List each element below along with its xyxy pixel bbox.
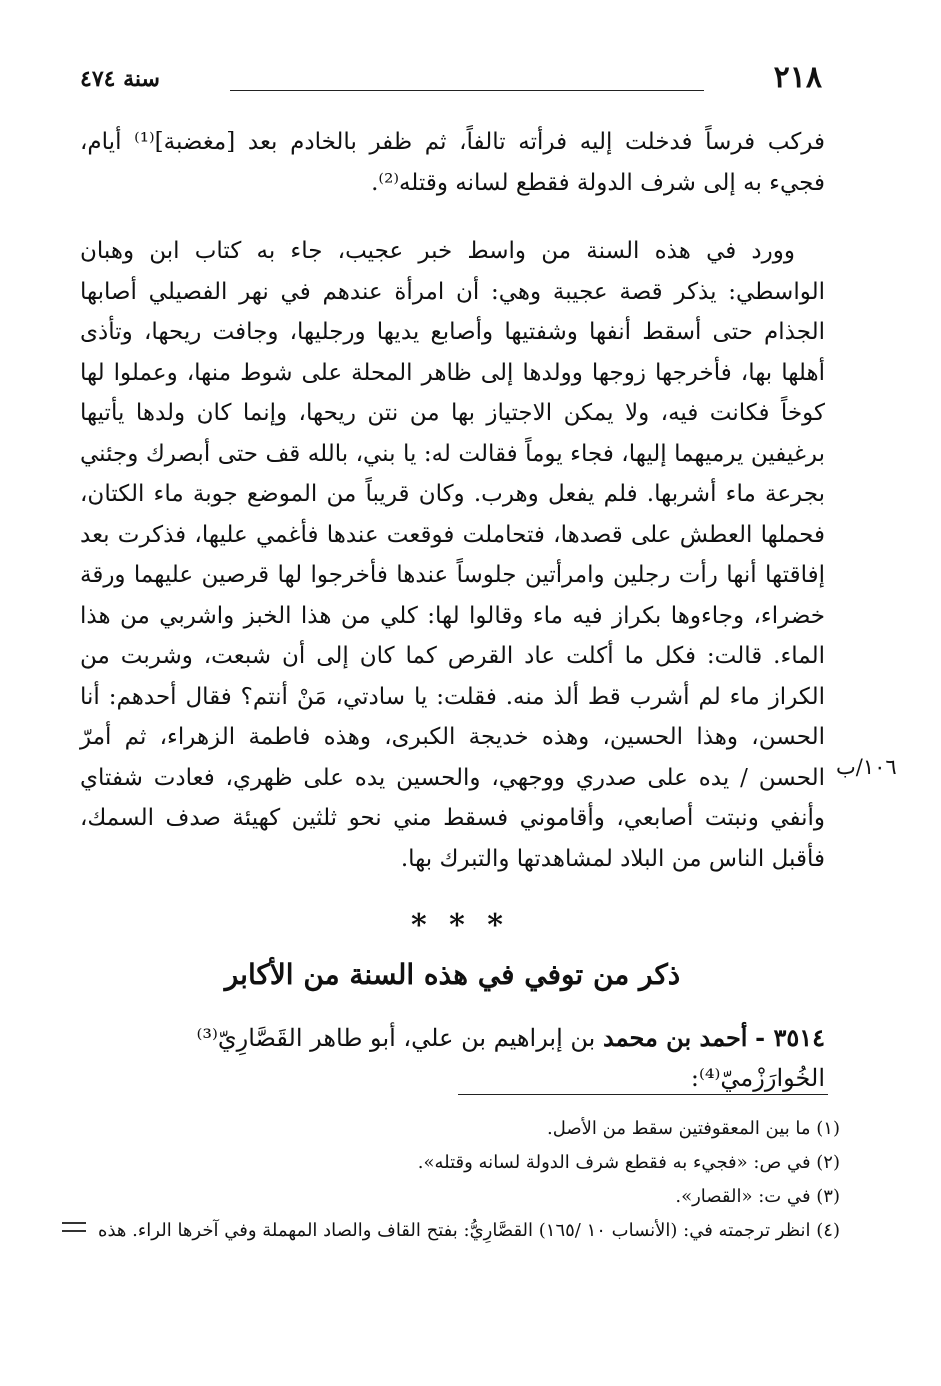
section-separator: * * * bbox=[411, 908, 509, 943]
footnote-rule bbox=[458, 1094, 828, 1095]
section-title: ذكر من توفي في هذه السنة من الأكابر bbox=[224, 958, 681, 991]
manuscript-margin-note: ١٠٦/ب bbox=[836, 755, 897, 779]
biography-entry bbox=[80, 1018, 825, 1098]
footnote-1: (١) ما بين المعقوفتين سقط من الأصل. bbox=[547, 1118, 840, 1139]
page-header bbox=[80, 60, 822, 100]
entry-number: ٣٥١٤ - bbox=[755, 1023, 825, 1052]
footnote-4: (٤) انظر ترجمته في: (الأنساب ١٠ /١٦٥) القصَّارِيُّ: بفتح القاف والصاد المهملة وفي آخرها الراء. هذه bbox=[98, 1220, 840, 1241]
entry-lineage: بن إبراهيم بن علي، أبو طاهر القَصَّارِيّ⁽³⁾ الخُوارَزْميّ⁽⁴⁾: bbox=[196, 1024, 825, 1092]
paragraph-1: فركب فرساً فدخلت إليه فرأته تالفاً، ثم ظفر بالخادم بعد [مغضبة]⁽¹⁾ أيام، فجيء به إلى شرف الدولة فقطع لسانه وقتله⁽²⁾. bbox=[80, 129, 825, 196]
header-rule bbox=[230, 90, 704, 91]
footnote-continuation-mark bbox=[62, 1222, 86, 1232]
paragraph-gap bbox=[80, 203, 825, 231]
footnote-3: (٣) في ت: «القصار». bbox=[675, 1186, 840, 1207]
page-number: ٢١٨ bbox=[773, 60, 822, 95]
paragraph-2: وورد في هذه السنة من واسط خبر عجيب، جاء به كتاب ابن وهبان الواسطي: يذكر قصة عجيبة وهي: أن امرأة عندهم في نهر الفصيلي أصابها الجذام حتى أسقط أنفها وشفتيها وأصابع يديها ورجليها، وجافت ريحها، وتأذى أهلها بها، فأخرجها زوجها وولدها إلى ظاهر المحلة على شوط منها، وعملوا لها كوخاً فكانت فيه، ولا يمكن الاجتياز بها من نتن ريحها، وإنما كان ولدها يأتيها برغيفين يرميهما إليها، فجاء يوماً فقالت له: يا بني، بالله قف حتى أبصرك وجئني بجرعة ماء أشربها. فلم يفعل وهرب. وكان قريباً من الموضع جوبة ماء الكتان، فحملها العطش على قصدها، فتحاملت فوقعت عندها فأغمي عليها، فذكرت بعد إفاقتها أنها رأت رجلين وامرأتين جلوساً عندها فأخرجوا لها قرصين عليهما ورقة خضراء، وجاءوها بكراز فيه ماء وقالوا لها: كلي من هذا الخبز واشربي من هذا الماء. قالت: فكل ما أكلت عاد القرص كما كان إلى أن شبعت، وشربت من الكراز ماء لم أشرب قط ألذ منه. فقلت: يا سادتي، مَنْ أنتم؟ فقال أحدهم: أنا الحسن، وهذا الحسين، وهذه خديجة الكبرى، وهذه فاطمة الزهراء، ثم أمرّ الحسن / يده على صدري ووجهي، والحسين يده على ظهري، فعادت شفتاي وأنفي ونبتت أصابعي، وأقاموني فسقط مني نحو ثلثين كهيئة صدف السمك، فأقبل الناس من البلاد لمشاهدتها والتبرك بها. bbox=[80, 238, 825, 872]
entry-name: أحمد بن محمد bbox=[603, 1023, 748, 1052]
main-text bbox=[80, 122, 825, 879]
footnotes bbox=[80, 1112, 840, 1248]
footnote-2: (٢) في ص: «فجيء به فقطع شرف الدولة لسانه وقتله». bbox=[417, 1152, 840, 1173]
year-label: سنة ٤٧٤ bbox=[80, 66, 160, 92]
